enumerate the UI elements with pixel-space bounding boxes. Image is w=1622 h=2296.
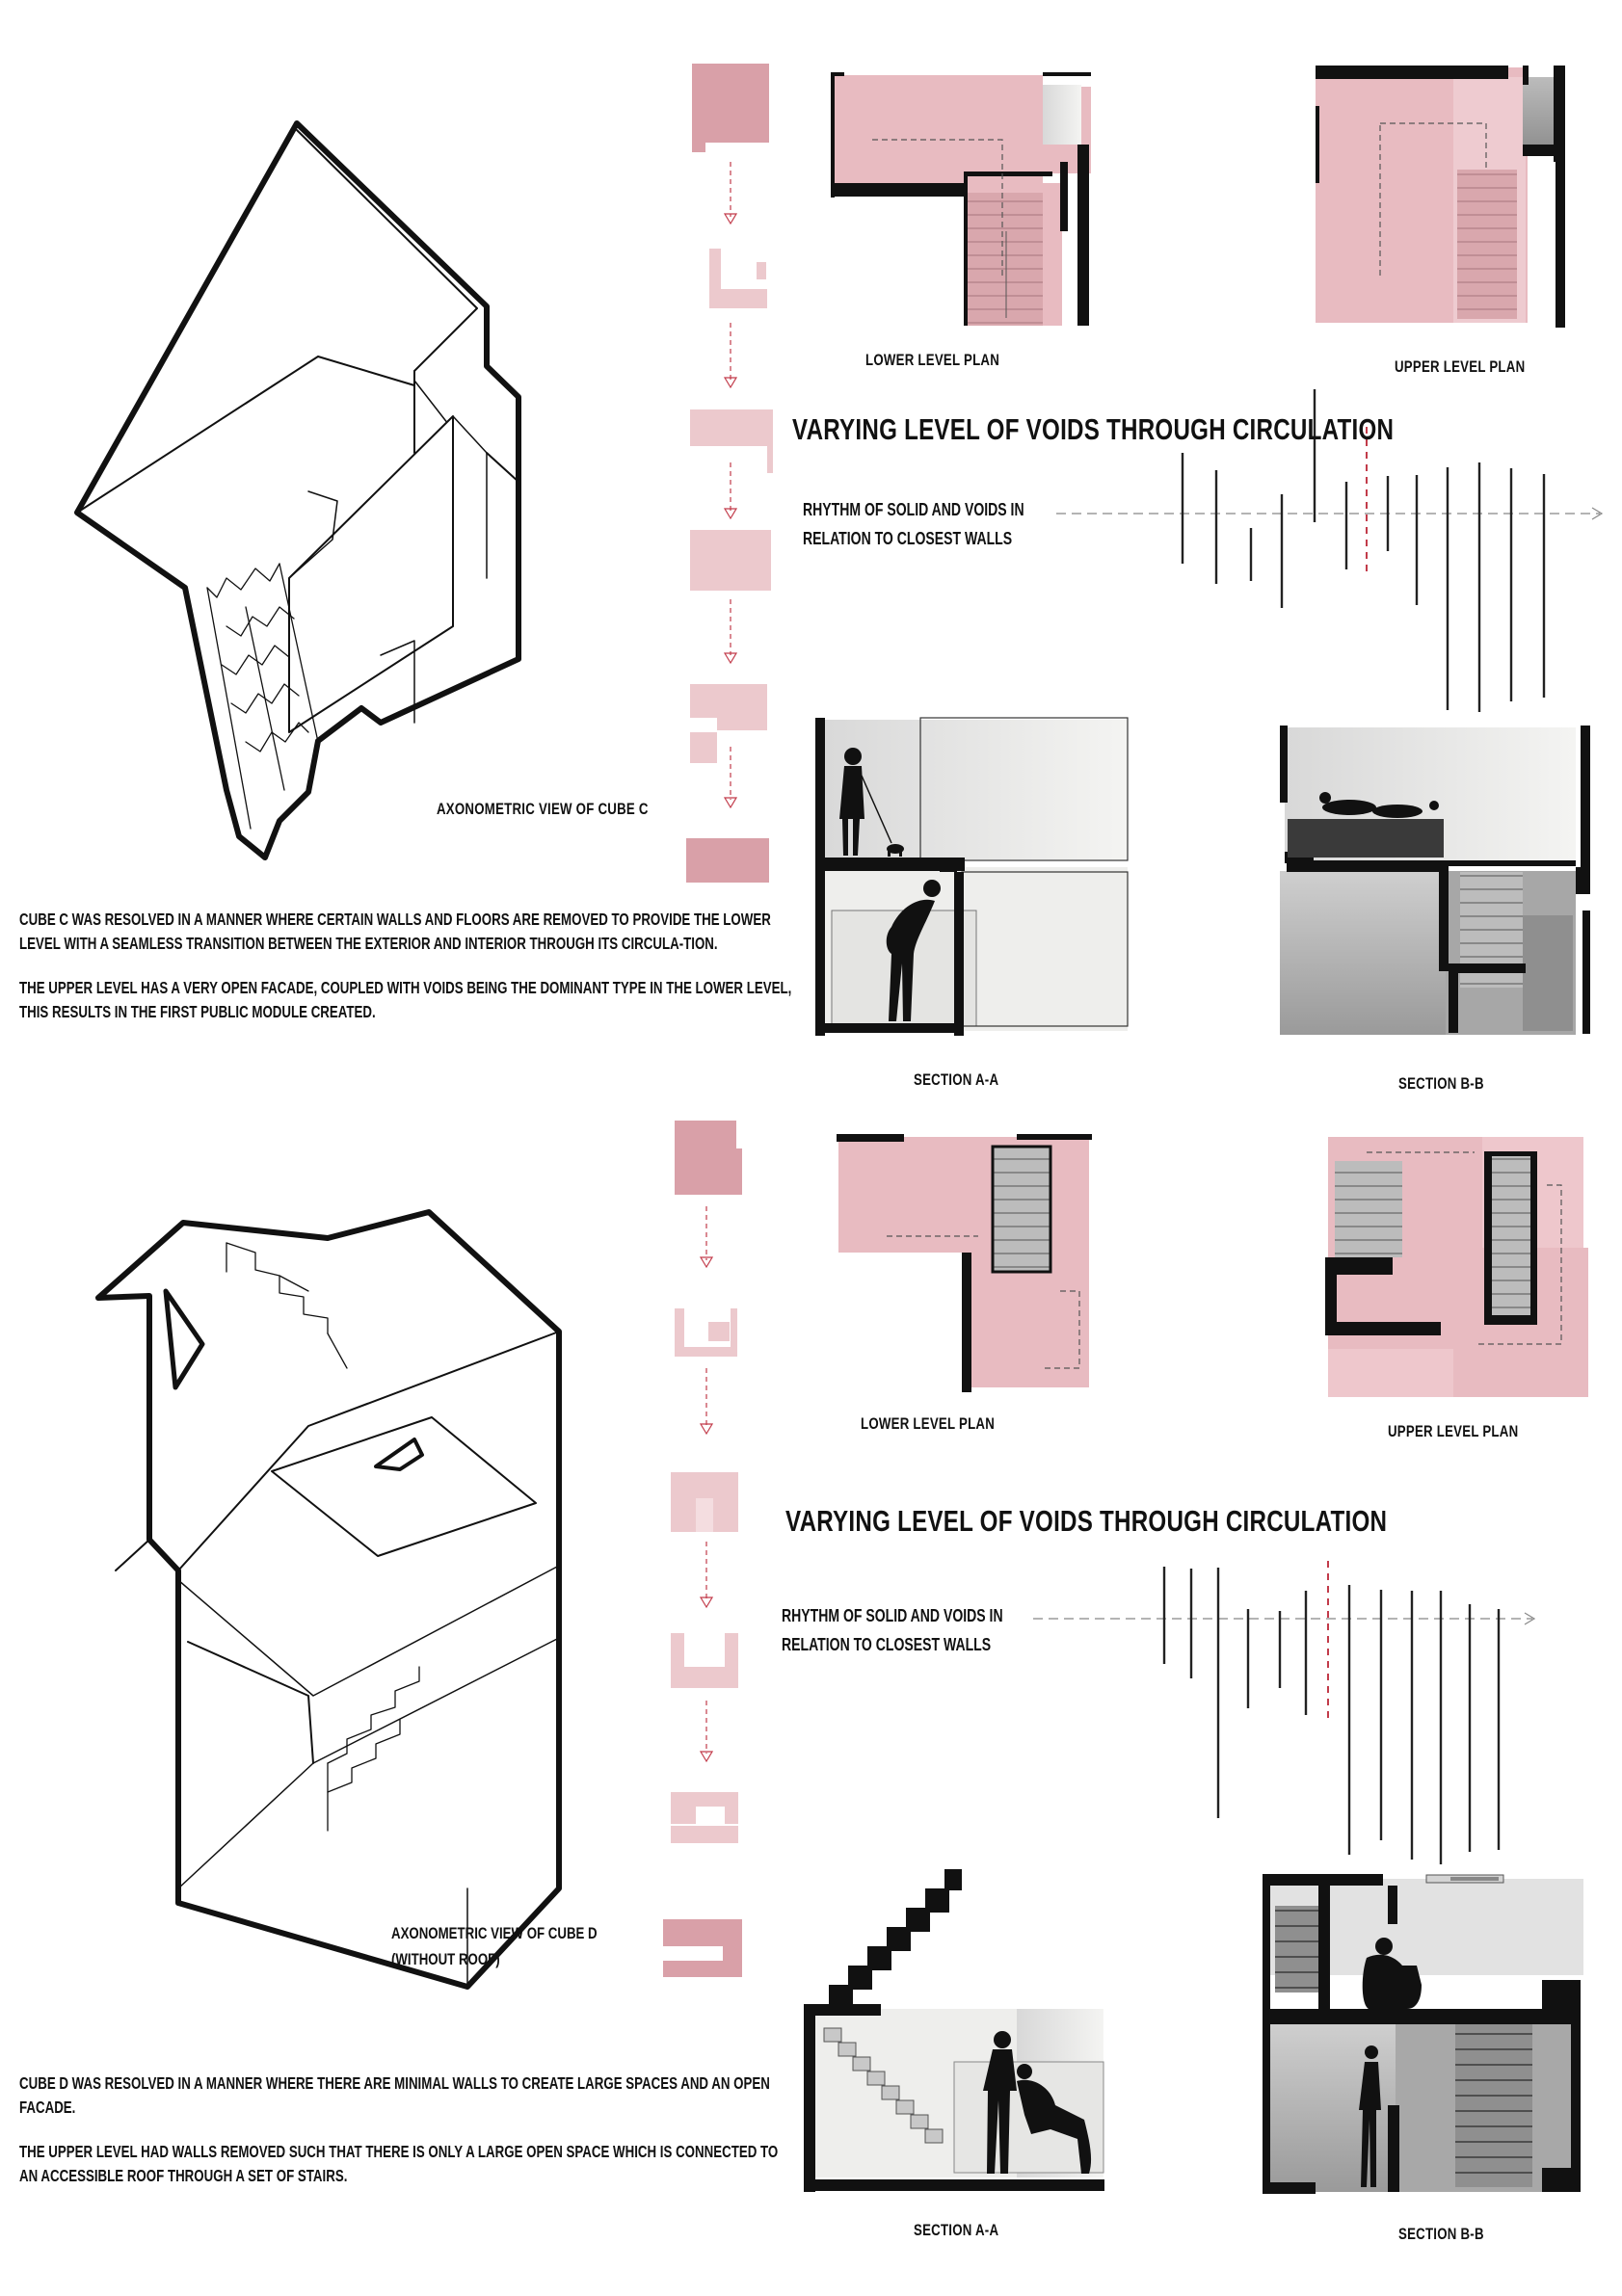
cube-d-rhythm-label: RHYTHM OF SOLID AND VOIDS IN RELATION TO CLOSEST WALLS <box>782 1606 1003 1654</box>
cube-c-axo-caption: AXONOMETRIC VIEW OF CUBE C <box>437 800 649 818</box>
cube-c-lower-plan-label: LOWER LEVEL PLAN <box>865 351 1000 369</box>
cube-d-lower-plan-label: LOWER LEVEL PLAN <box>861 1414 996 1433</box>
cube-d-description-1: CUBE D WAS RESOLVED IN A MANNER WHERE THERE ARE MINIMAL WALLS TO CREATE LARGE SPACES AND AN OPEN FACADE. <box>19 2073 770 2117</box>
cube-c-section-aa <box>815 718 1128 1036</box>
cube-d-upper-plan-label: UPPER LEVEL PLAN <box>1388 1422 1519 1440</box>
cube-c-description <box>19 908 796 1044</box>
cube-c-rhythm-label: RHYTHM OF SOLID AND VOIDS IN RELATION TO CLOSEST WALLS <box>803 500 1024 548</box>
cube-c-description-2: THE UPPER LEVEL HAS A VERY OPEN FACADE, COUPLED WITH VOIDS BEING THE DOMINANT TYPE IN THE LOWER LEVEL, THIS RESULTS IN THE FIRST PUBLIC MODULE CREATED. <box>19 978 792 1021</box>
cube-d-section-bb <box>1263 1874 1583 2194</box>
cube-d-upper-plan <box>1325 1137 1588 1397</box>
cube-c-axonometric <box>77 123 519 858</box>
cube-c-section-bb <box>1280 726 1590 1035</box>
cube-d-description-2: THE UPPER LEVEL HAD WALLS REMOVED SUCH THAT THERE IS ONLY A LARGE OPEN SPACE WHICH IS CONNECTED TO AN ACCESSIBLE ROOF THROUGH A SET OF STAIRS. <box>19 2142 779 2185</box>
cube-c-lower-plan <box>831 72 1091 326</box>
cube-d-title: VARYING LEVEL OF VOIDS THROUGH CIRCULATION <box>785 1504 1388 1538</box>
cube-c-sequence <box>686 64 773 883</box>
cube-d-section-bb-label: SECTION B-B <box>1398 2225 1484 2243</box>
cube-d-sequence <box>663 1121 742 1977</box>
cube-d-section-aa <box>804 1869 1104 2192</box>
cube-d-section-aa-label: SECTION A-A <box>914 2221 999 2239</box>
cube-c-section-aa-label: SECTION A-A <box>914 1070 999 1089</box>
cube-c-upper-plan <box>1316 66 1565 328</box>
cube-d-axo-caption: AXONOMETRIC VIEW OF CUBE D (WITHOUT ROOF) <box>391 1924 598 1968</box>
cube-c-upper-plan-label: UPPER LEVEL PLAN <box>1395 357 1526 376</box>
cube-d-axonometric <box>98 1212 559 1987</box>
cube-c-description-1: CUBE C WAS RESOLVED IN A MANNER WHERE CERTAIN WALLS AND FLOORS ARE REMOVED TO PROVIDE THE LOWER LEVEL WITH A SEAMLESS TRANSITION BETWEEN THE EXTERIOR AND INTERIOR THROUGH ITS CIRCULA-TION. <box>19 910 771 953</box>
cube-d-lower-plan <box>837 1134 1092 1392</box>
cube-d-description <box>19 2072 796 2208</box>
cube-d-rhythm <box>1033 1561 1534 1864</box>
cube-c-section-bb-label: SECTION B-B <box>1398 1074 1484 1093</box>
cube-c-title: VARYING LEVEL OF VOIDS THROUGH CIRCULATION <box>792 412 1395 446</box>
